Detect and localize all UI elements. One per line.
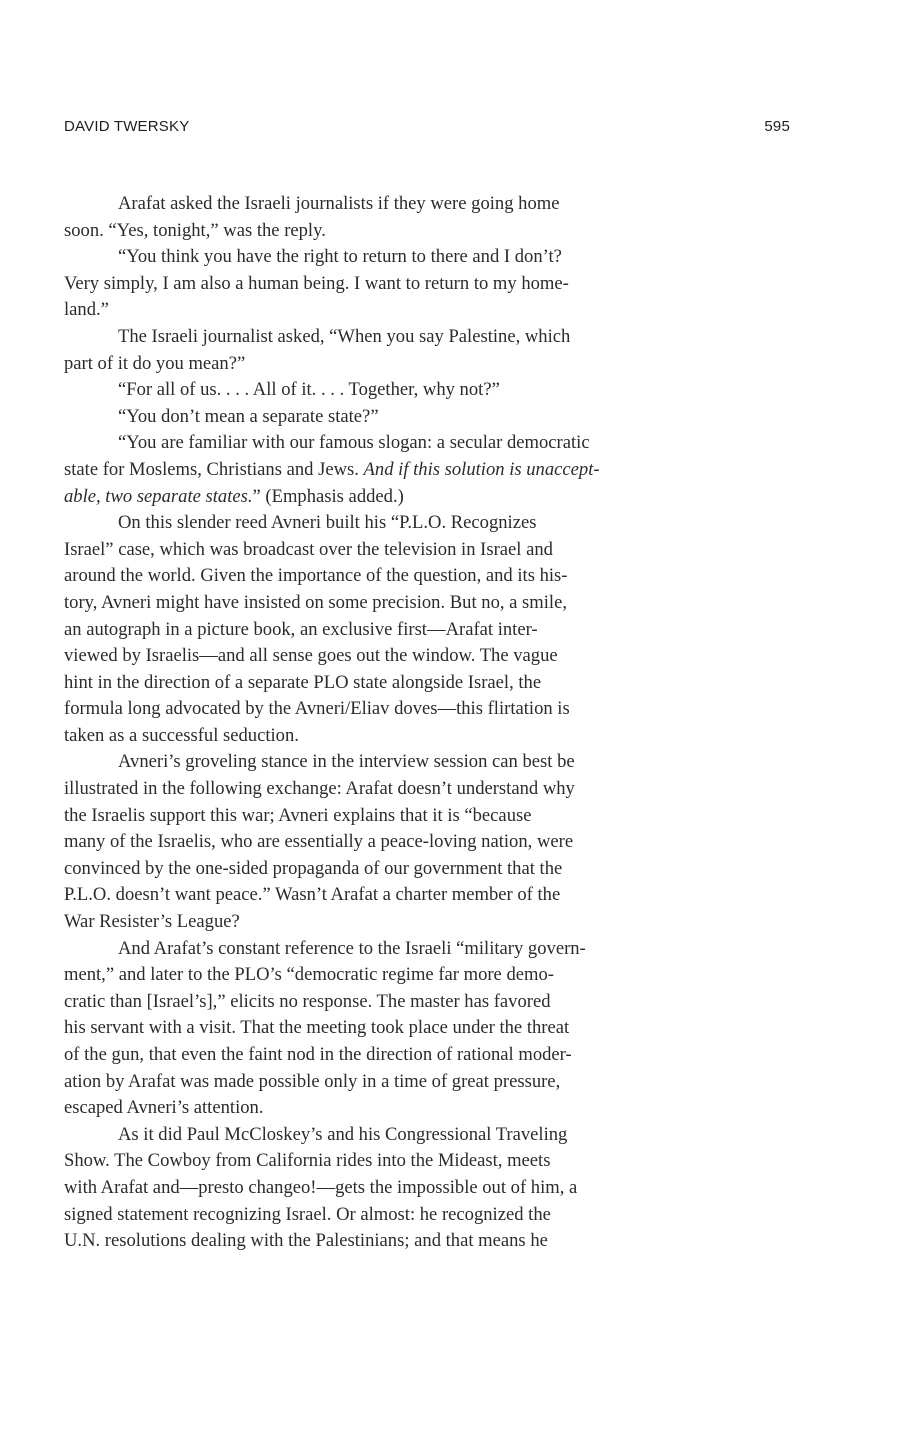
paragraph-text: Arafat asked the Israeli journalists if they were going home soon. “Yes, tonight,” was the reply. xyxy=(64,193,560,241)
paragraph xyxy=(64,324,792,377)
paragraph xyxy=(64,936,792,1122)
paragraph-text: The Israeli journalist asked, “When you say Palestine, which part of it do you mean?” xyxy=(64,325,571,374)
paragraph-text: “You don’t mean a separate state?” xyxy=(118,405,379,427)
paragraph-text: ” (Emphasis added.) xyxy=(252,485,404,507)
paragraph-text: “You are familiar with our famous slogan: a secular democratic state for Moslems, Christians and Jews. xyxy=(64,432,590,480)
body-text xyxy=(64,191,792,1255)
paragraph-text: And Arafat’s constant reference to the Israeli “military govern- ment,” and later to the PLO’s “democratic regime far more demo- cratic than [Israel’s],” elicits no response. The master has favored his servant with a visit. That the meeting took place under the threat of the gun, that even the faint nod in the direction of rational moder- ation by Arafat was made possible only in a time of great pressure, escaped Avneri’s attention. xyxy=(64,937,586,1119)
page-number: 595 xyxy=(764,118,790,135)
paragraph-text: On this slender reed Avneri built his “P.L.O. Recognizes Israel” case, which was broadcast over the television in Israel and around the world. Given the importance of the question, and its his- tory, Avneri might have insisted on some precision. But no, a smile, an autograph in a picture book, an exclusive first—Arafat inter- viewed by Israelis—and all sense goes out the window. The vague hint in the direction of a separate PLO state alongside Israel, the formula long advocated by the Avneri/Eliav doves—this flirtation is taken as a successful seduction. xyxy=(64,512,570,746)
running-head xyxy=(64,118,790,138)
paragraph-text: Avneri’s groveling stance in the interview session can best be illustrated in the following exchange: Arafat doesn’t understand why the Israelis support this war; Avneri explains that it is “because many of the Israelis, who are essentially a peace-loving nation, were convinced by the one-sided propaganda of our government that the P.L.O. doesn’t want peace.” Wasn’t Arafat a charter member of the War Resister’s League? xyxy=(64,751,575,933)
paragraph xyxy=(64,244,792,324)
paragraph xyxy=(64,377,792,404)
paragraph xyxy=(64,430,792,510)
paragraph-text: As it did Paul McCloskey’s and his Congressional Traveling Show. The Cowboy from California rides into the Mideast, meets with Arafat and—presto changeo!—gets the impossible out of him, a signed statement recognizing Israel. Or almost: he recognized the U.N. resolutions dealing with the Palestinians; and that means he xyxy=(64,1123,578,1252)
emphasized-text: And if this solution is unaccept- able, two separate states. xyxy=(64,458,600,507)
paragraph xyxy=(64,749,792,935)
paragraph xyxy=(64,404,792,431)
running-head-author: DAVID TWERSKY xyxy=(64,118,190,135)
paragraph xyxy=(64,191,792,244)
paragraph-text: “For all of us. . . . All of it. . . . Together, why not?” xyxy=(118,379,500,401)
paragraph xyxy=(64,1122,792,1255)
paragraph-text: “You think you have the right to return to there and I don’t? Very simply, I am also a human being. I want to return to my home- land.” xyxy=(64,246,569,321)
paragraph xyxy=(64,510,792,749)
